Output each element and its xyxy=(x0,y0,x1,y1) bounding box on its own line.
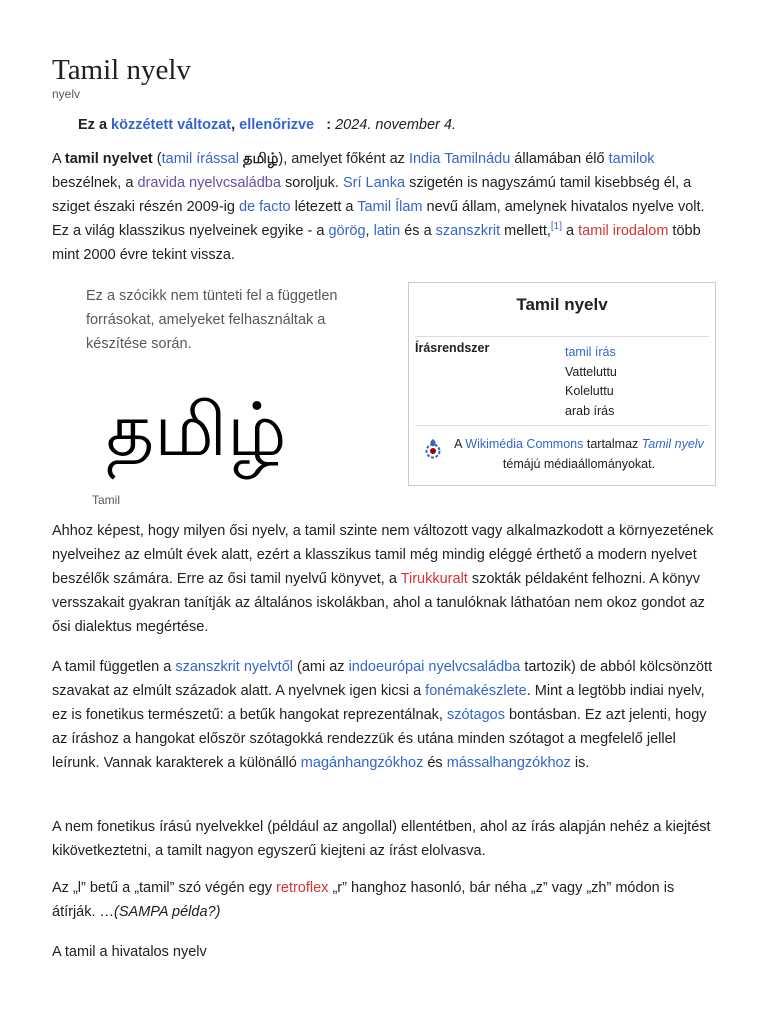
link-tamil-writing[interactable]: tamil írás xyxy=(565,345,616,359)
text: A xyxy=(454,437,466,451)
link-tirukkural[interactable]: Tirukkuralt xyxy=(400,571,468,587)
text: és a xyxy=(400,223,436,239)
text: több mint 2000 évre tekint vissza. xyxy=(52,223,701,263)
text: is. xyxy=(570,755,590,771)
infobox-divider xyxy=(415,425,709,426)
infobox-value: Vatteluttu xyxy=(565,364,617,379)
revision-notice xyxy=(78,115,456,135)
text: . Mint a legtöbb indiai nyelv, ez is fonetikus természetű: a betűk hangokat reprezentálnak, xyxy=(52,683,705,723)
link-commons-category[interactable]: Tamil nyelv xyxy=(641,437,704,451)
link-tamilnadu[interactable]: Tamilnádu xyxy=(444,151,511,167)
reference-link[interactable]: [1] xyxy=(550,221,563,232)
link-de-facto[interactable]: de facto xyxy=(239,199,291,215)
link-consonants[interactable]: mássalhangzókhoz xyxy=(446,755,571,771)
text: A xyxy=(52,151,65,167)
paragraph xyxy=(52,876,716,924)
link-sanskrit-language[interactable]: szanszkrit nyelvtől xyxy=(175,659,293,675)
text: létezett a xyxy=(290,199,358,215)
page-title: Tamil nyelv xyxy=(52,54,191,86)
link-sri-lanka[interactable]: Srí Lanka xyxy=(343,175,406,191)
image-caption: Tamil xyxy=(92,493,121,507)
text: tartalmaz xyxy=(583,437,642,451)
published-version-link[interactable]: közzétett változat xyxy=(111,117,232,133)
link-india[interactable]: India xyxy=(408,151,441,167)
link-tamils[interactable]: tamilok xyxy=(608,151,655,167)
revision-prefix: Ez a xyxy=(78,117,112,133)
link-latin[interactable]: latin xyxy=(373,223,401,239)
text: nevű állam, amelynek hivatalos nyelve volt. Ez a világ klasszikus nyelveinek egyike - a xyxy=(52,199,705,239)
text: tartozik) de abból kölcsönzött szavakat az elmúlt századok alatt. A nyelvnek igen kicsi a xyxy=(52,659,713,699)
link-sanskrit[interactable]: szanszkrit xyxy=(435,223,501,239)
infobox-values xyxy=(565,343,617,421)
link-dravidian-family[interactable]: dravida nyelvcsaládba xyxy=(137,175,281,191)
paragraph: A tamil a hivatalos nyelv xyxy=(52,944,207,960)
infobox-label-writing-system: Írásrendszer xyxy=(415,341,490,355)
text: Ahhoz képest, hogy milyen ősi nyelv, a tamil szinte nem változott vagy alkalmazkodott a környezetének nyelveihez az elmúlt évek alatt, ezért a klasszikus tamil még mindig eléggé érthető a modern nyelvet beszélők számára. Erre az ősi tamil nyelvű könyvet, a xyxy=(52,523,714,587)
infobox-title: Tamil nyelv xyxy=(516,295,608,314)
text: mellett, xyxy=(500,223,551,239)
italic-note: (SAMPA példa?) xyxy=(114,904,221,920)
revision-separator: : xyxy=(314,117,336,133)
text: soroljuk. xyxy=(280,175,343,191)
link-indo-european[interactable]: indoeurópai nyelvcsaládba xyxy=(348,659,521,675)
link-tamil-script[interactable]: tamil írással xyxy=(161,151,239,167)
link-tamil-literature[interactable]: tamil irodalom xyxy=(578,223,669,239)
paragraph: A nem fonetikus írású nyelvekkel (például az angollal) ellentétben, ahol az írás alapján nehéz a kiejtést kikövetkeztetni, a tamilt nagyon egyszerű kiejteni az írást elolvasva. xyxy=(52,819,711,859)
text: ), amelyet főként az xyxy=(278,151,409,167)
page-subtitle: nyelv xyxy=(52,87,81,101)
wikimedia-commons-icon xyxy=(421,437,445,461)
text: Az „l” betű a „tamil” szó végén egy xyxy=(52,880,277,896)
infobox xyxy=(408,282,716,486)
text: szokták példaként felhozni. A könyv versszakait gyakran tanítják az általános iskolákban, ahol a tanulóknak láthatóan nem okoz gondot az ősi dialektus megértése. xyxy=(52,571,705,635)
checked-link[interactable]: ellenőrizve xyxy=(239,117,315,133)
infobox-value: Koleluttu xyxy=(565,384,614,398)
text: „r” hanghoz hasonló, bár néha „z” vagy „zh” módon is átírják. … xyxy=(52,880,675,920)
text: , xyxy=(365,223,374,239)
bold-term: tamil nyelvet xyxy=(64,151,153,167)
revision-date: 2024. november 4. xyxy=(335,117,456,133)
link-retroflex[interactable]: retroflex xyxy=(276,880,329,896)
tamil-word: தமிழ் xyxy=(243,151,279,167)
paragraph xyxy=(52,519,716,639)
intro-paragraph xyxy=(52,147,716,267)
link-greek[interactable]: görög xyxy=(328,223,366,239)
infobox-divider xyxy=(415,336,709,337)
text: államában élő xyxy=(510,151,609,167)
infobox-value: arab írás xyxy=(565,403,615,418)
commons-notice xyxy=(453,435,705,474)
revision-comma: , xyxy=(231,117,240,133)
text: a xyxy=(562,223,579,239)
link-phoneme-inventory[interactable]: fonémakészlete xyxy=(425,683,527,699)
text: (ami az xyxy=(292,659,349,675)
text: A tamil független a xyxy=(52,659,176,675)
link-vowels[interactable]: magánhangzókhoz xyxy=(300,755,424,771)
link-tamil-eelam[interactable]: Tamil Ílam xyxy=(357,199,423,215)
link-wikimedia-commons[interactable]: Wikimédia Commons xyxy=(465,437,584,451)
text: és xyxy=(423,755,447,771)
text: ( xyxy=(152,151,162,167)
text: beszélnek, a xyxy=(52,175,138,191)
paragraph xyxy=(52,655,716,775)
text: témájú médiaállományokat. xyxy=(502,456,656,471)
link-syllabic[interactable]: szótagos xyxy=(446,707,505,723)
text: szigetén is nagyszámú tamil kisebbség él, a sziget északi részén 2009-ig xyxy=(52,175,692,215)
text: bontásban. Ez azt jelenti, hogy az íráshoz a hangokat először szótagokká rendezzük és utána minden szótagot a megfelelő jellel leírunk. Vannak karakterek a különálló xyxy=(52,707,707,771)
sources-notice: Ez a szócikk nem tünteti fel a független forrásokat, amelyeket felhasználtak a készítése során. xyxy=(86,288,338,352)
tamil-script-image[interactable]: தமிழ் xyxy=(106,387,287,473)
